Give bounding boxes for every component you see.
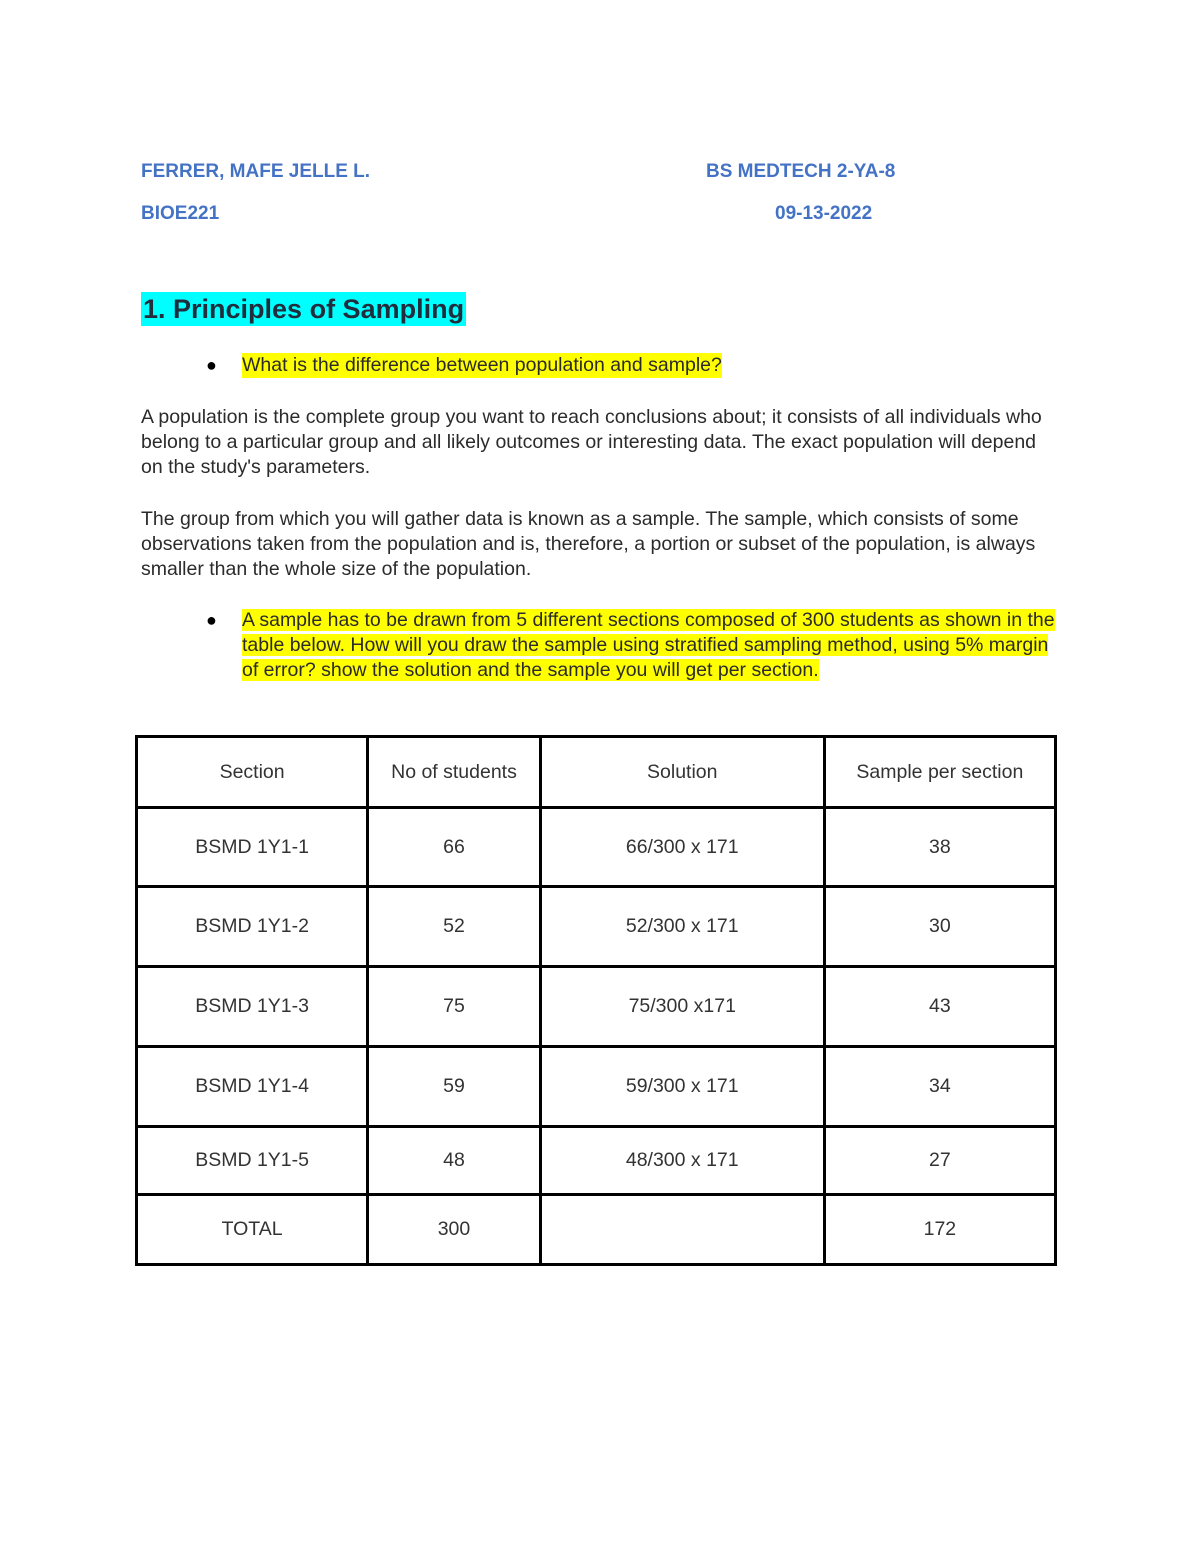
student-name: FERRER, MAFE JELLE L.: [141, 161, 371, 182]
question-1-text: What is the difference between population and sample?: [242, 354, 722, 376]
bullet-icon: ●: [206, 355, 217, 375]
question-2-text: A sample has to be drawn from 5 different sections composed of 300 students as shown in the table below. How will you draw the sample using stratified sampling method, using 5% margin of error? show the solution and the sample you will get per section.: [242, 609, 1055, 681]
table-row: [137, 967, 1056, 1047]
table-row: [137, 887, 1056, 967]
table-cell: 27: [824, 1127, 1055, 1195]
table-total-row: [137, 1195, 1056, 1265]
paragraph-sample: The group from which you will gather data is known as a sample. The sample, which consists of some observations taken from the population and is, therefore, a portion or subset of the population, is always smaller than the whole size of the population.: [141, 508, 1036, 580]
header-cell: Solution: [540, 737, 824, 808]
table-cell: 30: [824, 887, 1055, 967]
table-cell: BSMD 1Y1-1: [137, 808, 368, 887]
table-cell: [540, 1195, 824, 1265]
program-label: BS MEDTECH 2-YA-8: [706, 161, 896, 182]
table-cell: 38: [824, 808, 1055, 887]
table-cell: 48/300 x 171: [540, 1127, 824, 1195]
table-cell: 52: [368, 887, 541, 967]
table-cell: 34: [824, 1047, 1055, 1127]
table-cell: 59/300 x 171: [540, 1047, 824, 1127]
table-cell: 300: [368, 1195, 541, 1265]
question-2: [206, 608, 1061, 683]
question-1: [206, 353, 1066, 378]
table-cell: 75/300 x171: [540, 967, 824, 1047]
sampling-table: [135, 735, 1057, 1266]
table-cell: 59: [368, 1047, 541, 1127]
table-cell: 66/300 x 171: [540, 808, 824, 887]
table-cell: 66: [368, 808, 541, 887]
table-cell: BSMD 1Y1-2: [137, 887, 368, 967]
table-cell: 52/300 x 171: [540, 887, 824, 967]
table-cell: 48: [368, 1127, 541, 1195]
table-cell: 43: [824, 967, 1055, 1047]
table-cell: 75: [368, 967, 541, 1047]
table-header-row: [137, 737, 1056, 808]
table-row: [137, 1127, 1056, 1195]
table-row: [137, 808, 1056, 887]
table-cell: 172: [824, 1195, 1055, 1265]
section-title: 1. Principles of Sampling: [143, 294, 465, 324]
table-cell: BSMD 1Y1-5: [137, 1127, 368, 1195]
course-code: BIOE221: [141, 203, 220, 224]
header-cell: Sample per section: [824, 737, 1055, 808]
table-cell: TOTAL: [137, 1195, 368, 1265]
table-row: [137, 1047, 1056, 1127]
paragraph-population: A population is the complete group you want to reach conclusions about; it consists of all individuals who belong to a particular group and all likely outcomes or interesting data. The exact population will depend on the study's parameters.: [141, 406, 1042, 478]
header-cell: Section: [137, 737, 368, 808]
table-cell: BSMD 1Y1-4: [137, 1047, 368, 1127]
table-cell: BSMD 1Y1-3: [137, 967, 368, 1047]
header-cell: No of students: [368, 737, 541, 808]
bullet-icon: ●: [206, 610, 217, 630]
date-label: 09-13-2022: [775, 203, 873, 224]
